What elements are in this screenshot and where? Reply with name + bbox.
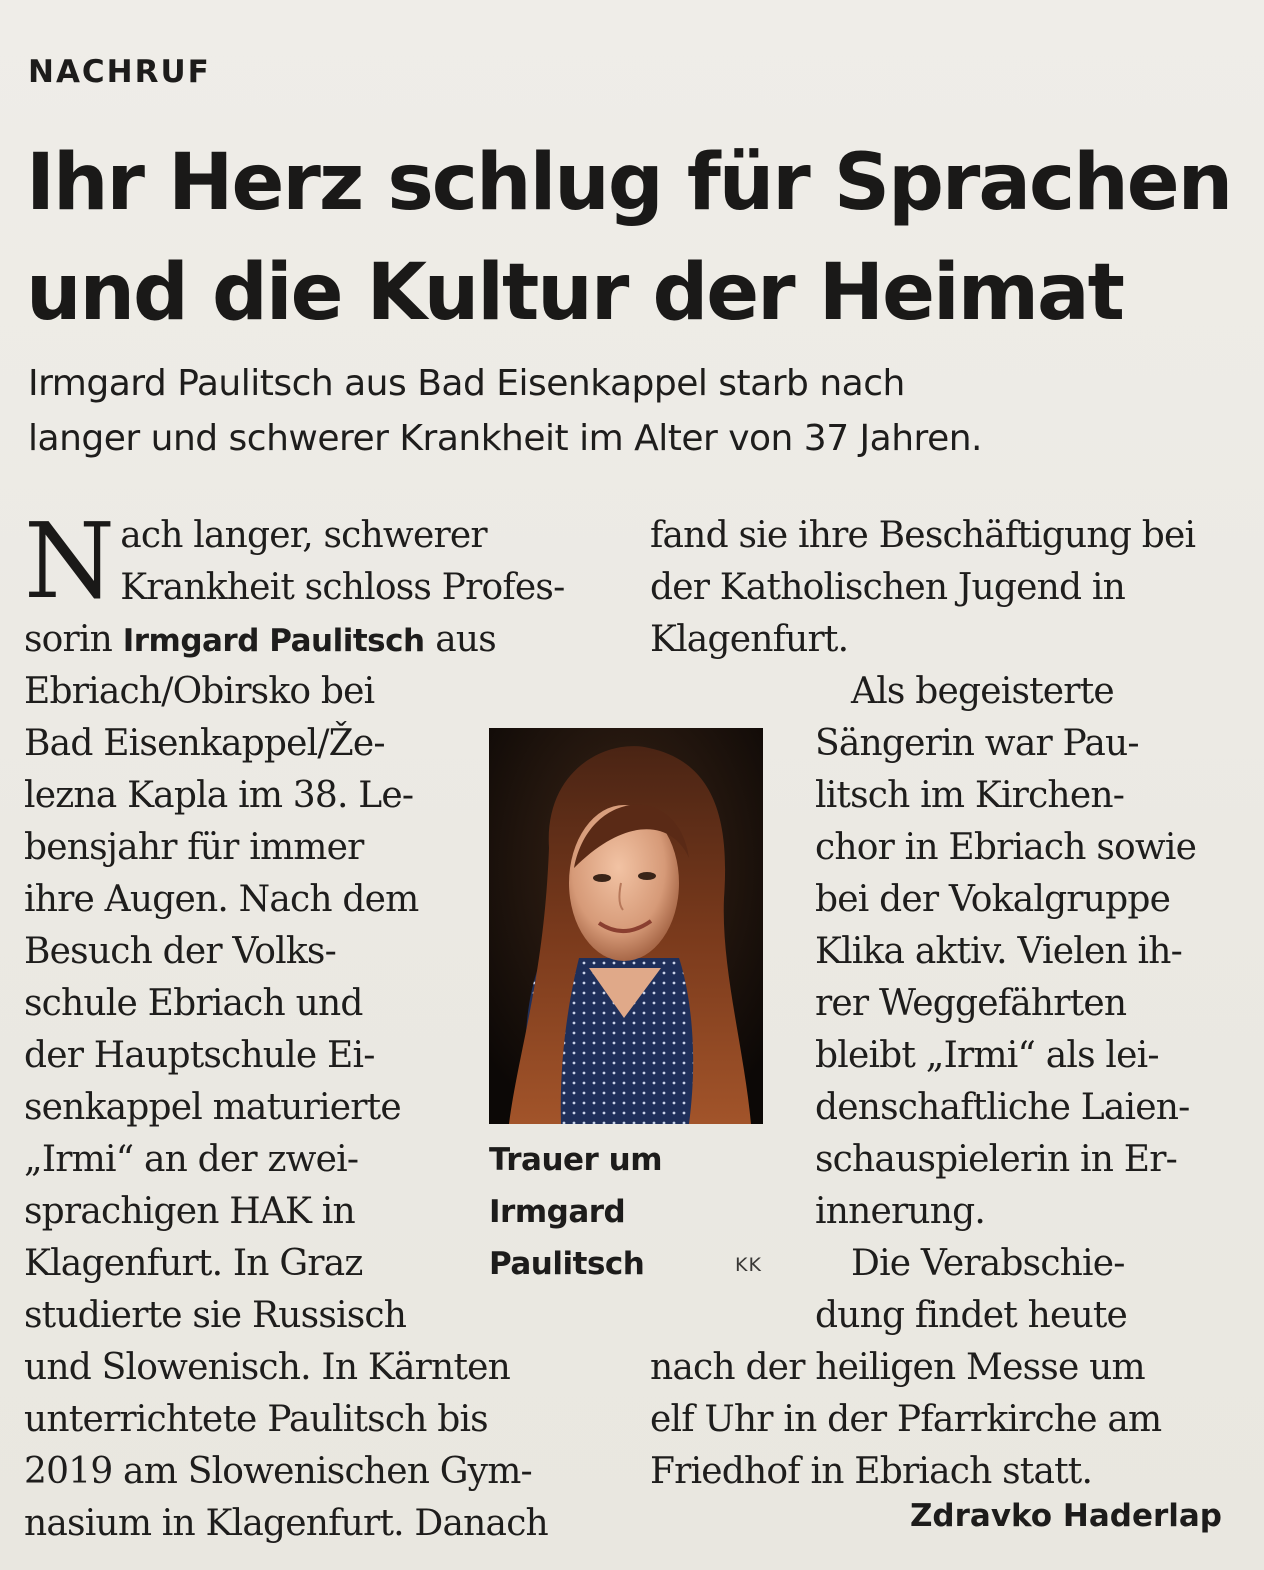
subheadline-line-1: Irmgard Paulitsch aus Bad Eisenkappel starb nach xyxy=(28,363,905,404)
body-line: Die Verabschie- xyxy=(851,1243,1125,1284)
body-line: denschaftliche Laien- xyxy=(815,1087,1190,1128)
body-line xyxy=(24,614,614,666)
body-line: Ebriach/Obirsko bei xyxy=(24,671,375,712)
body-line: elf Uhr in der Pfarrkirche am xyxy=(650,1399,1162,1440)
body-line: Krankheit schloss Profes- xyxy=(120,567,565,608)
body-line: lezna Kapla im 38. Le- xyxy=(24,775,414,816)
headline-line-1: Ihr Herz schlug für Sprachen xyxy=(26,138,1232,228)
body-line: chor in Ebriach sowie xyxy=(815,827,1197,868)
body-line: schule Ebriach und xyxy=(24,983,363,1024)
caption-line-2: Irmgard xyxy=(489,1194,626,1230)
body-line: Klagenfurt. In Graz xyxy=(24,1243,363,1284)
body-line: der Hauptschule Ei- xyxy=(24,1035,375,1076)
person-name-bold: Irmgard Paulitsch xyxy=(122,623,425,659)
caption-line-1: Trauer um xyxy=(489,1142,662,1178)
body-line: Als begeisterte xyxy=(851,671,1114,712)
body-line: Klika aktiv. Vielen ih- xyxy=(815,931,1182,972)
body-line: fand sie ihre Beschäftigung bei xyxy=(650,515,1196,556)
body-line: senkappel maturierte xyxy=(24,1087,401,1128)
body-line: bleibt „Irmi“ als lei- xyxy=(815,1035,1159,1076)
right-column-bottom xyxy=(650,1342,1250,1498)
headline xyxy=(26,128,1246,348)
body-line: unterrichtete Paulitsch bis xyxy=(24,1399,488,1440)
body-line: bei der Vokalgruppe xyxy=(815,879,1171,920)
subheadline xyxy=(28,356,1248,466)
body-text: aus xyxy=(424,619,496,660)
photo-caption xyxy=(489,1134,689,1290)
author-byline: Zdravko Haderlap xyxy=(909,1498,1222,1534)
right-column-top xyxy=(650,510,1250,666)
body-line: rer Weggefährten xyxy=(815,983,1127,1024)
body-line: ach langer, schwerer xyxy=(120,515,487,556)
drop-cap: N xyxy=(24,500,115,622)
body-line: der Katholischen Jugend in xyxy=(650,567,1126,608)
body-line: Sängerin war Pau- xyxy=(815,723,1139,764)
portrait-photo xyxy=(489,728,763,1124)
body-line: Friedhof in Ebriach statt. xyxy=(650,1451,1093,1492)
portrait-image xyxy=(489,728,763,1124)
body-line: litsch im Kirchen- xyxy=(815,775,1125,816)
body-line: 2019 am Slowenischen Gym- xyxy=(24,1451,532,1492)
subheadline-line-2: langer und schwerer Krankheit im Alter von 37 Jahren. xyxy=(28,418,982,459)
body-line: bensjahr für immer xyxy=(24,827,364,868)
body-line: dung findet heute xyxy=(815,1295,1128,1336)
caption-line-3: Paulitsch xyxy=(489,1246,645,1282)
body-line: Klagenfurt. xyxy=(650,619,849,660)
body-line: Bad Eisenkappel/Že- xyxy=(24,723,385,764)
body-line: und Slowenisch. In Kärnten xyxy=(24,1347,510,1388)
body-line: Besuch der Volks- xyxy=(24,931,336,972)
body-line: schauspielerin in Er- xyxy=(815,1139,1177,1180)
kicker-label: NACHRUF xyxy=(28,54,211,90)
body-line: innerung. xyxy=(815,1191,986,1232)
body-line: ihre Augen. Nach dem xyxy=(24,879,419,920)
right-column-narrow xyxy=(815,666,1245,1342)
photo-credit: KK xyxy=(735,1254,762,1276)
body-line: studierte sie Russisch xyxy=(24,1295,407,1336)
headline-line-2: und die Kultur der Heimat xyxy=(26,248,1123,338)
body-text: sorin xyxy=(24,619,123,660)
body-line: nach der heiligen Messe um xyxy=(650,1347,1145,1388)
body-line: „Irmi“ an der zwei- xyxy=(24,1139,359,1180)
body-line: sprachigen HAK in xyxy=(24,1191,355,1232)
body-line: nasium in Klagenfurt. Danach xyxy=(24,1503,548,1544)
